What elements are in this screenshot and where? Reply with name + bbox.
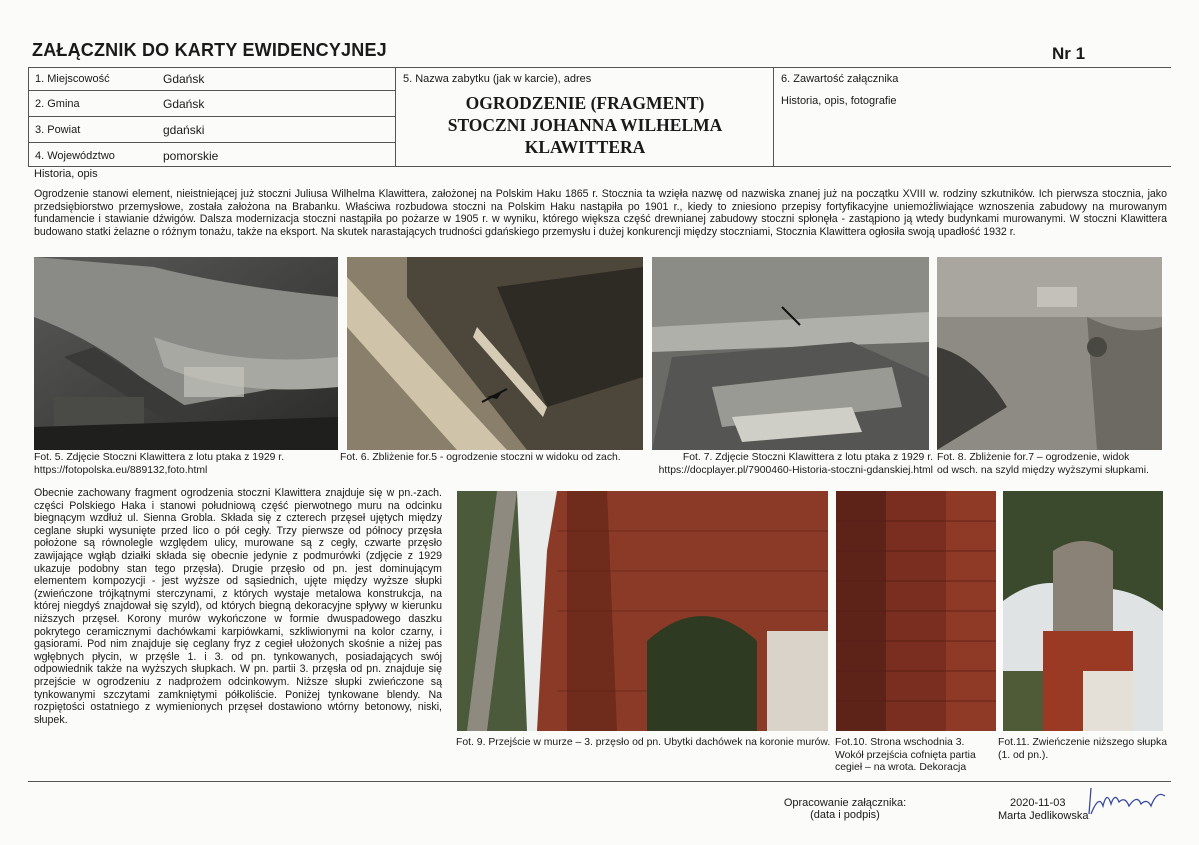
field-label-zawartosc: 6. Zawartość załącznika [781,73,899,85]
field-label-nazwa: 5. Nazwa zabytku (jak w karcie), adres [403,73,592,85]
photo-east-side [836,491,996,731]
field-value-wojewodztwo: pomorskie [163,149,219,163]
field-label-gmina: 2. Gmina [35,98,80,110]
photo-caption: Fot. 7. Zdjęcie Stoczni Klawittera z lotu ptaka z 1929 r. https://docplayer.pl/7900460-Historia-stoczni-gdanskiej.html [658,452,933,476]
photo-passage-in-wall [457,491,828,731]
history-paragraph: Ogrodzenie stanowi element, nieistniejącej już stoczni Juliusa Wilhelma Klawittera, założonej na Polskim Haku 1865 r. Stocznia ta wzięła nazwę od nazwiska znanej już na początku XVIII w. rodziny szkutników. Ich pierwsza stocznia, jako przedsiębiorstwo przemysłowe, została założona na Brabanku. Właściwa rozbudowa stoczni na Polskim Haku nastąpiła po 1901 r., kiedy to zniesiono przepisy fortyfikacyjne uniemożliwiające wznoszenia zabudowy na murowanym fundamencie i stawianie dźwigów. Dalsza modernizacja stoczni nastąpiła po pożarze w 1905 r. w wyniku, którego większa część drewnianej zabudowy stoczni spłonęła - zastąpiono ją wtedy budynkami murowanymi. W stoczni Klawittera budowano statki żelazne o różnym tonażu, także na eksport. Na skutek narastających trudności gdańskiego przemysłu i dużej konkurencji między stoczniami, Stocznia Klawittera ogłosiła swoją upadłość 1932 r. [34,188,1167,238]
photo-caption: Fot. 8. Zbliżenie for.7 – ogrodzenie, widok od wsch. na szyld między wyższymi słupkami. [937,452,1149,476]
photo-caption: Fot. 6. Zbliżenie for.5 - ogrodzenie stoczni w widoku od zach. [340,452,621,463]
photo-aerial-1929-docplayer [652,257,929,450]
field-value-gmina: Gdańsk [163,97,205,111]
table-bottom-line [28,166,1171,167]
photo-caption: Fot.10. Strona wschodnia 3. Wokół przejścia cofnięta partia cegieł – na wrota. Dekoracja [835,737,976,773]
photo-aerial-1929 [34,257,338,450]
table-divider [773,67,774,166]
monument-name-line: OGRODZENIE (FRAGMENT) [465,93,705,113]
field-value-zawartosc: Historia, opis, fotografie [781,95,897,107]
footer-author: Marta Jedlikowska [998,810,1089,822]
monument-name-line: KLAWITTERA [524,137,646,157]
table-top-line [28,67,1171,68]
page-title: ZAŁĄCZNIK DO KARTY EWIDENCYJNEJ [32,40,387,60]
photo-fence-closeup-west [347,257,643,450]
field-value-miejscowosc: Gdańsk [163,72,205,86]
attachment-number: Nr 1 [1052,44,1086,63]
photo-pillar-top [1003,491,1163,731]
section-label: Historia, opis [34,168,98,180]
table-left-border [28,67,29,166]
footer-label [780,797,910,821]
photo-caption: Fot. 5. Zdjęcie Stoczni Klawittera z lotu ptaka z 1929 r. https://fotopolska.eu/889132,foto.html [34,452,285,476]
description-paragraph: Obecnie zachowany fragment ogrodzenia stoczni Klawittera znajduje się w pn.-zach. części Polskiego Haka i stanowi południową część pierwotnego muru na odcinku biegnącym wzdłuż ul. Sienna Grobla. Składa się z czterech przęseł ujętych między ceglane słupki wysunięte przed lico o pół cegły. Trzy pierwsze od północy przęsła położone są równolegle względem ulicy, murowane są z cegły, czwarte przęsło zawijające wgłąb działki składa się obecnie jedynie z podmurówki (zdjęcie z 1929 ukazuje podobny stan tego przęsła). Drugie przęsło od pn. jest dominującym elementem kompozycji - jest wyższe od sąsiednich, ujęte między wyższe słupki (zwieńczone trójkątnymi sterczynami, z których wystaje metalowa konstrukcja, na której niegdyś znajdował się szyld), od których biegną dekoracyjne spływy w kierunku niższych przęseł. Korony murów wykończone w formie dwuspadowego daszku pokrytego ceramicznymi dachówkami karpiówkami, szkliwionymi na kolor czarny, i gąsiorami. Pod nim znajduje się ceglany fryz z cegieł ułożonych skośnie a niżej pas wgłębnych płycin, w przęśle 1. i 3. od pn. tynkowanych, posiadających swój odpowiednik także na wyższych słupkach. W pn. partii 3. przęsła od pn. znajduje się przejście w ogrodzeniu z nadprożem odcinkowym. Niższe słupki zwieńczone są tynkowanymi szczytami zamkniętymi półkoliście. Poniżej tynkowane blendy. Na rozpiętości ostatniego z wymienionych przęseł dostawiono wtórny betonowy, niski, słupek. [34,487,442,726]
monument-name-line: STOCZNI JOHANNA WILHELMA [447,115,723,135]
field-value-powiat: gdański [163,123,205,137]
footer-date: 2020-11-03 [1010,797,1066,809]
table-divider [395,67,396,166]
footer-line [28,781,1171,782]
footer-label-line: (data i podpis) [810,809,880,821]
field-label-powiat: 3. Powiat [35,124,81,136]
field-label-miejscowosc: 1. Miejscowość [35,73,110,85]
photo-caption: Fot.11. Zwieńczenie niższego słupka (1. od pn.). [998,737,1168,761]
photo-fence-closeup-east [937,257,1162,450]
table-row-line [28,116,395,117]
table-row-line [28,90,395,91]
table-row-line [28,142,395,143]
photo-caption: Fot. 9. Przejście w murze – 3. przęsło od pn. Ubytki dachówek na koronie murów. [456,737,831,748]
handwritten-signature [1085,784,1175,824]
monument-name [400,92,770,158]
field-label-wojewodztwo: 4. Województwo [35,150,115,162]
footer-label-line: Opracowanie załącznika: [783,797,907,809]
